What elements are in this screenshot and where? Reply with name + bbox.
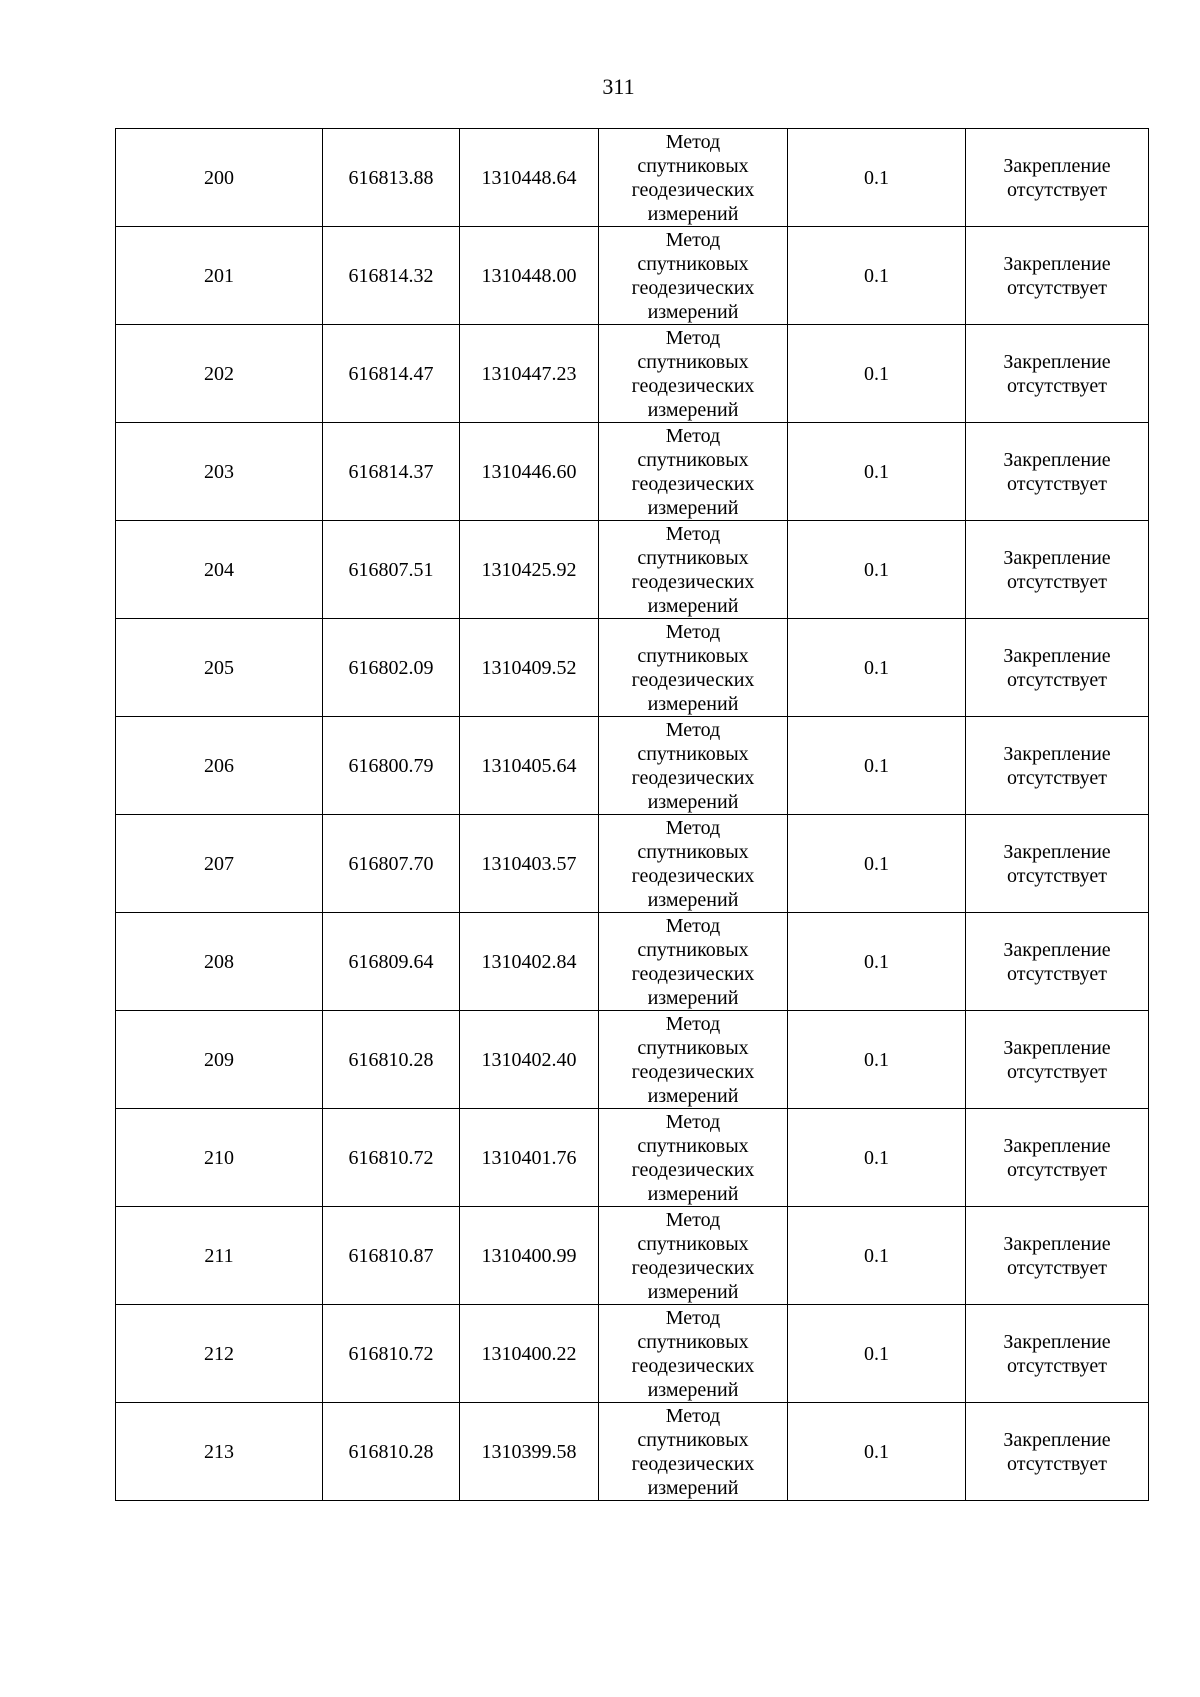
fixation-cell-line: Закрепление — [1003, 1232, 1111, 1255]
fixation-cell — [966, 1011, 1149, 1109]
fixation-cell — [966, 619, 1149, 717]
coordinate-x-cell: 616813.88 — [323, 129, 460, 227]
method-cell — [599, 1403, 788, 1501]
fixation-cell-line: отсутствует — [1006, 472, 1108, 495]
method-cell-line: спутниковых — [637, 1330, 749, 1353]
fixation-cell-line: отсутствует — [1006, 276, 1108, 299]
method-cell — [599, 815, 788, 913]
point-number-cell: 213 — [116, 1403, 323, 1501]
fixation-cell — [966, 1109, 1149, 1207]
fixation-cell — [966, 717, 1149, 815]
table-row — [116, 619, 1149, 717]
accuracy-cell: 0.1 — [788, 717, 966, 815]
point-number-cell: 206 — [116, 717, 323, 815]
fixation-cell-line: Закрепление — [1003, 1036, 1111, 1059]
table-row — [116, 129, 1149, 227]
method-cell — [599, 913, 788, 1011]
fixation-cell — [966, 325, 1149, 423]
method-cell-line: измерений — [647, 1378, 739, 1401]
coordinate-x-cell: 616807.51 — [323, 521, 460, 619]
fixation-cell-line: отсутствует — [1006, 766, 1108, 789]
method-cell-line: геодезических — [631, 766, 755, 789]
fixation-cell-line: отсутствует — [1006, 570, 1108, 593]
fixation-cell — [966, 1403, 1149, 1501]
fixation-cell-line: отсутствует — [1006, 864, 1108, 887]
method-cell-line: Метод — [665, 620, 721, 643]
method-cell — [599, 1207, 788, 1305]
method-cell-line: спутниковых — [637, 938, 749, 961]
method-cell-line: геодезических — [631, 1256, 755, 1279]
table-row — [116, 815, 1149, 913]
fixation-cell-line: отсутствует — [1006, 178, 1108, 201]
point-number-cell: 204 — [116, 521, 323, 619]
point-number-cell: 208 — [116, 913, 323, 1011]
fixation-cell-line: Закрепление — [1003, 350, 1111, 373]
coordinate-y-cell: 1310400.22 — [460, 1305, 599, 1403]
method-cell-line: спутниковых — [637, 1134, 749, 1157]
coordinate-y-cell: 1310446.60 — [460, 423, 599, 521]
table-row — [116, 717, 1149, 815]
point-number-cell: 200 — [116, 129, 323, 227]
accuracy-cell: 0.1 — [788, 1109, 966, 1207]
fixation-cell-line: Закрепление — [1003, 644, 1111, 667]
fixation-cell-line: отсутствует — [1006, 1060, 1108, 1083]
accuracy-cell: 0.1 — [788, 619, 966, 717]
fixation-cell-line: Закрепление — [1003, 448, 1111, 471]
accuracy-cell: 0.1 — [788, 227, 966, 325]
method-cell-line: Метод — [665, 130, 721, 153]
method-cell-line: Метод — [665, 1404, 721, 1427]
method-cell-line: спутниковых — [637, 840, 749, 863]
fixation-cell-line: отсутствует — [1006, 668, 1108, 691]
fixation-cell — [966, 129, 1149, 227]
method-cell-line: геодезических — [631, 178, 755, 201]
point-number-cell: 211 — [116, 1207, 323, 1305]
accuracy-cell: 0.1 — [788, 423, 966, 521]
method-cell-line: спутниковых — [637, 546, 749, 569]
page-number: 311 — [602, 74, 635, 99]
method-cell — [599, 521, 788, 619]
coordinate-y-cell: 1310399.58 — [460, 1403, 599, 1501]
coordinate-y-cell: 1310403.57 — [460, 815, 599, 913]
fixation-cell-line: Закрепление — [1003, 938, 1111, 961]
method-cell-line: измерений — [647, 1084, 739, 1107]
table-row — [116, 1011, 1149, 1109]
method-cell-line: измерений — [647, 1476, 739, 1499]
method-cell — [599, 227, 788, 325]
method-cell-line: Метод — [665, 718, 721, 741]
method-cell-line: Метод — [665, 1012, 721, 1035]
method-cell-line: Метод — [665, 424, 721, 447]
method-cell-line: спутниковых — [637, 644, 749, 667]
method-cell-line: геодезических — [631, 1158, 755, 1181]
accuracy-cell: 0.1 — [788, 129, 966, 227]
fixation-cell-line: отсутствует — [1006, 1452, 1108, 1475]
table-body — [116, 129, 1149, 1501]
point-number-cell: 212 — [116, 1305, 323, 1403]
point-number-cell: 203 — [116, 423, 323, 521]
point-number-cell: 210 — [116, 1109, 323, 1207]
method-cell — [599, 1305, 788, 1403]
coordinate-x-cell: 616807.70 — [323, 815, 460, 913]
fixation-cell-line: Закрепление — [1003, 1330, 1111, 1353]
method-cell-line: Метод — [665, 326, 721, 349]
method-cell — [599, 1109, 788, 1207]
method-cell-line: геодезических — [631, 668, 755, 691]
accuracy-cell: 0.1 — [788, 1403, 966, 1501]
table-row — [116, 1207, 1149, 1305]
method-cell-line: измерений — [647, 496, 739, 519]
table-row — [116, 1403, 1149, 1501]
method-cell — [599, 619, 788, 717]
coordinates-table — [115, 128, 1149, 1501]
method-cell — [599, 1011, 788, 1109]
method-cell-line: геодезических — [631, 472, 755, 495]
method-cell-line: спутниковых — [637, 1428, 749, 1451]
method-cell-line: измерений — [647, 888, 739, 911]
method-cell-line: Метод — [665, 816, 721, 839]
method-cell-line: измерений — [647, 790, 739, 813]
table-row — [116, 913, 1149, 1011]
method-cell-line: измерений — [647, 1182, 739, 1205]
table-row — [116, 1109, 1149, 1207]
method-cell-line: Метод — [665, 914, 721, 937]
coordinate-y-cell: 1310405.64 — [460, 717, 599, 815]
method-cell-line: измерений — [647, 986, 739, 1009]
method-cell-line: измерений — [647, 1280, 739, 1303]
accuracy-cell: 0.1 — [788, 913, 966, 1011]
coordinate-y-cell: 1310402.40 — [460, 1011, 599, 1109]
table-row — [116, 227, 1149, 325]
fixation-cell — [966, 815, 1149, 913]
coordinate-y-cell: 1310447.23 — [460, 325, 599, 423]
fixation-cell — [966, 1207, 1149, 1305]
method-cell-line: геодезических — [631, 864, 755, 887]
fixation-cell — [966, 423, 1149, 521]
method-cell-line: спутниковых — [637, 154, 749, 177]
fixation-cell-line: отсутствует — [1006, 1354, 1108, 1377]
coordinate-y-cell: 1310402.84 — [460, 913, 599, 1011]
fixation-cell-line: отсутствует — [1006, 962, 1108, 985]
method-cell-line: спутниковых — [637, 448, 749, 471]
fixation-cell-line: Закрепление — [1003, 546, 1111, 569]
point-number-cell: 201 — [116, 227, 323, 325]
fixation-cell-line: отсутствует — [1006, 1158, 1108, 1181]
method-cell-line: геодезических — [631, 570, 755, 593]
fixation-cell — [966, 521, 1149, 619]
coordinate-x-cell: 616810.72 — [323, 1109, 460, 1207]
fixation-cell-line: отсутствует — [1006, 374, 1108, 397]
coordinate-y-cell: 1310401.76 — [460, 1109, 599, 1207]
method-cell-line: Метод — [665, 1306, 721, 1329]
method-cell-line: геодезических — [631, 1452, 755, 1475]
fixation-cell-line: Закрепление — [1003, 252, 1111, 275]
method-cell-line: измерений — [647, 300, 739, 323]
coordinate-x-cell: 616800.79 — [323, 717, 460, 815]
table-row — [116, 521, 1149, 619]
point-number-cell: 207 — [116, 815, 323, 913]
coordinate-y-cell: 1310400.99 — [460, 1207, 599, 1305]
coordinate-x-cell: 616810.28 — [323, 1011, 460, 1109]
method-cell-line: спутниковых — [637, 1036, 749, 1059]
fixation-cell-line: Закрепление — [1003, 840, 1111, 863]
method-cell-line: измерений — [647, 594, 739, 617]
coordinate-x-cell: 616810.28 — [323, 1403, 460, 1501]
coordinate-x-cell: 616814.32 — [323, 227, 460, 325]
method-cell-line: спутниковых — [637, 1232, 749, 1255]
fixation-cell-line: Закрепление — [1003, 1134, 1111, 1157]
fixation-cell-line: отсутствует — [1006, 1256, 1108, 1279]
accuracy-cell: 0.1 — [788, 521, 966, 619]
method-cell — [599, 423, 788, 521]
fixation-cell-line: Закрепление — [1003, 742, 1111, 765]
accuracy-cell: 0.1 — [788, 1011, 966, 1109]
accuracy-cell: 0.1 — [788, 1207, 966, 1305]
table-row — [116, 325, 1149, 423]
accuracy-cell: 0.1 — [788, 815, 966, 913]
method-cell-line: геодезических — [631, 962, 755, 985]
method-cell-line: Метод — [665, 1110, 721, 1133]
coordinate-x-cell: 616802.09 — [323, 619, 460, 717]
coordinate-y-cell: 1310448.00 — [460, 227, 599, 325]
coordinate-y-cell: 1310448.64 — [460, 129, 599, 227]
method-cell-line: геодезических — [631, 1060, 755, 1083]
method-cell-line: Метод — [665, 1208, 721, 1231]
method-cell-line: измерений — [647, 202, 739, 225]
table-row — [116, 1305, 1149, 1403]
fixation-cell — [966, 913, 1149, 1011]
fixation-cell-line: Закрепление — [1003, 154, 1111, 177]
coordinate-y-cell: 1310425.92 — [460, 521, 599, 619]
point-number-cell: 209 — [116, 1011, 323, 1109]
fixation-cell-line: Закрепление — [1003, 1428, 1111, 1451]
method-cell-line: Метод — [665, 228, 721, 251]
method-cell — [599, 325, 788, 423]
coordinate-x-cell: 616814.37 — [323, 423, 460, 521]
accuracy-cell: 0.1 — [788, 325, 966, 423]
coordinate-y-cell: 1310409.52 — [460, 619, 599, 717]
method-cell-line: спутниковых — [637, 350, 749, 373]
method-cell-line: измерений — [647, 692, 739, 715]
point-number-cell: 202 — [116, 325, 323, 423]
coordinate-x-cell: 616810.72 — [323, 1305, 460, 1403]
method-cell-line: спутниковых — [637, 742, 749, 765]
method-cell-line: спутниковых — [637, 252, 749, 275]
coordinate-x-cell: 616809.64 — [323, 913, 460, 1011]
method-cell-line: геодезических — [631, 276, 755, 299]
method-cell-line: Метод — [665, 522, 721, 545]
coordinate-x-cell: 616810.87 — [323, 1207, 460, 1305]
fixation-cell — [966, 1305, 1149, 1403]
method-cell-line: геодезических — [631, 374, 755, 397]
accuracy-cell: 0.1 — [788, 1305, 966, 1403]
method-cell — [599, 129, 788, 227]
fixation-cell — [966, 227, 1149, 325]
coordinate-x-cell: 616814.47 — [323, 325, 460, 423]
method-cell-line: геодезических — [631, 1354, 755, 1377]
method-cell-line: измерений — [647, 398, 739, 421]
point-number-cell: 205 — [116, 619, 323, 717]
table-row — [116, 423, 1149, 521]
method-cell — [599, 717, 788, 815]
